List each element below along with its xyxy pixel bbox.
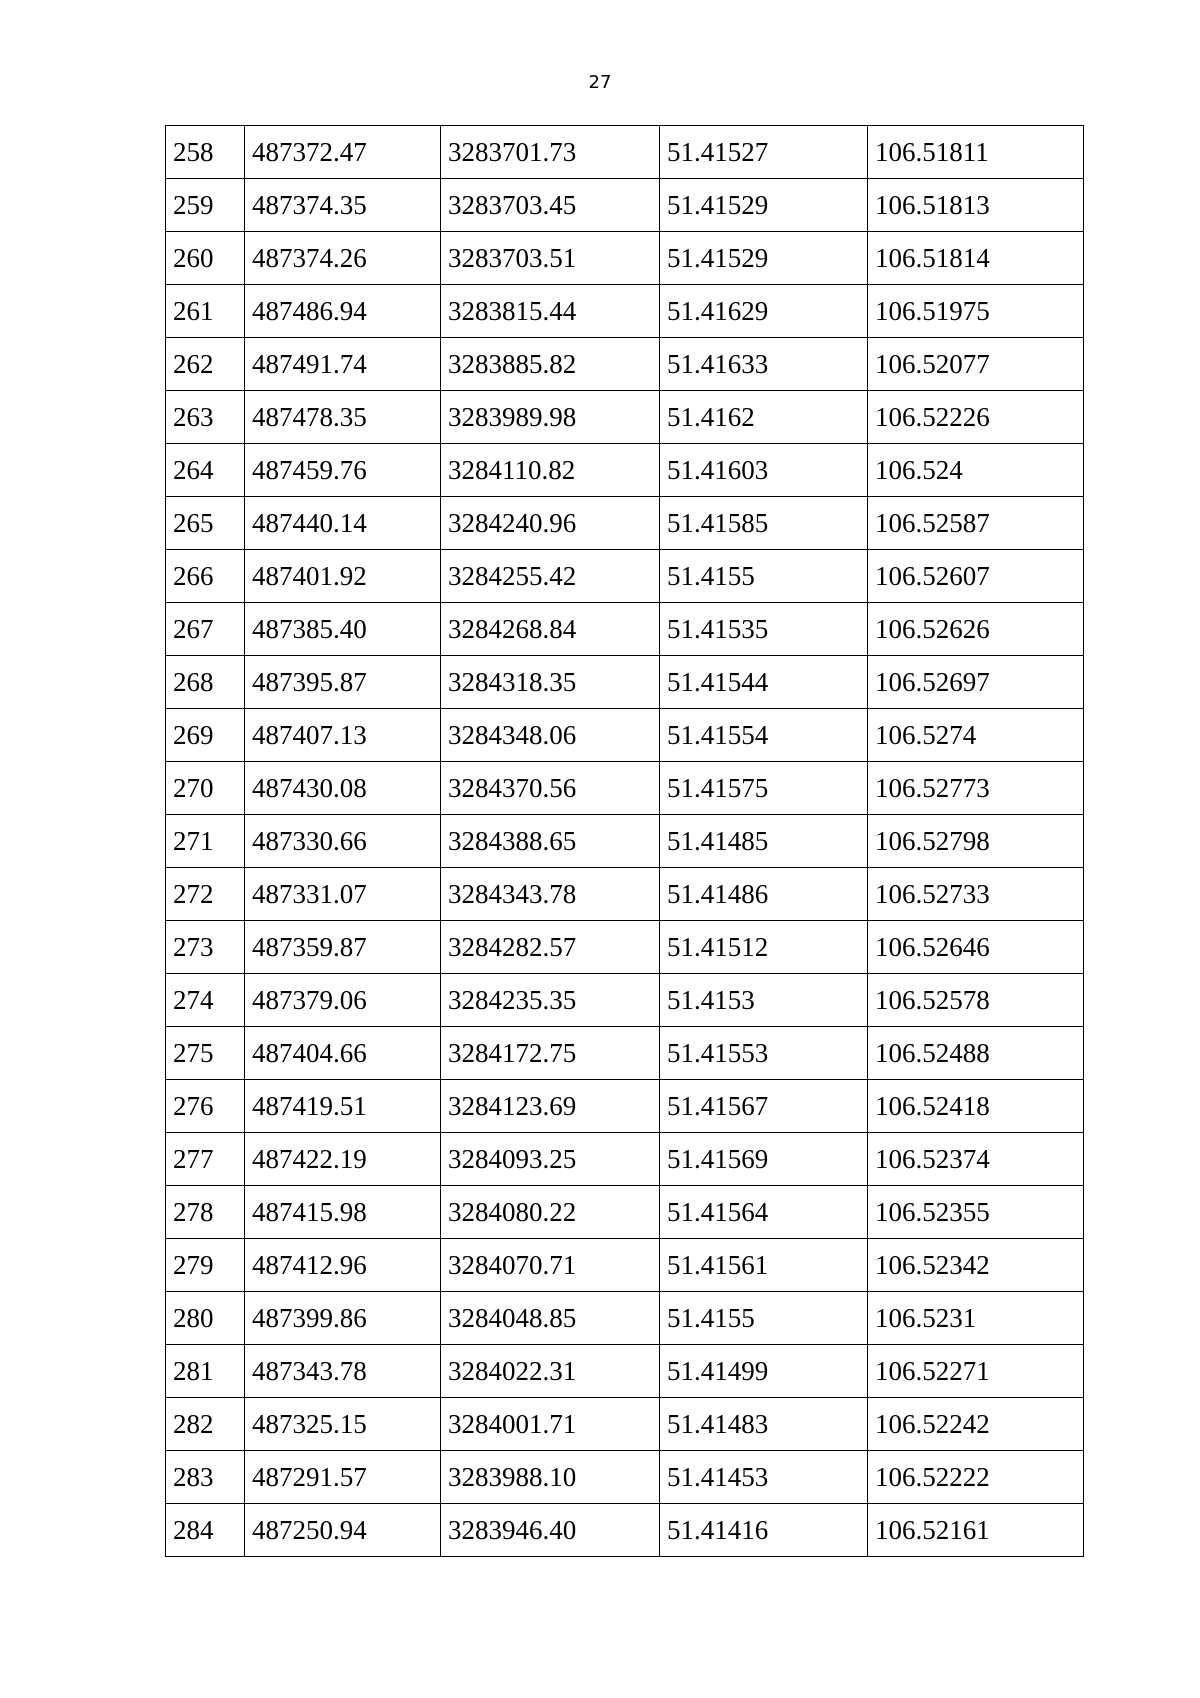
- y-coordinate-cell: 3284001.71: [441, 1398, 660, 1451]
- table-row: [166, 656, 1084, 709]
- latitude-cell: 51.41553: [660, 1027, 868, 1080]
- point-number-cell: 280: [166, 1292, 245, 1345]
- point-number-cell: 270: [166, 762, 245, 815]
- longitude-cell: 106.5274: [868, 709, 1084, 762]
- point-number-cell: 272: [166, 868, 245, 921]
- y-coordinate-cell: 3283701.73: [441, 126, 660, 179]
- y-coordinate-cell: 3284318.35: [441, 656, 660, 709]
- point-number-cell: 266: [166, 550, 245, 603]
- point-number-cell: 279: [166, 1239, 245, 1292]
- latitude-cell: 51.41575: [660, 762, 868, 815]
- point-number-cell: 261: [166, 285, 245, 338]
- table-row: [166, 1133, 1084, 1186]
- longitude-cell: 106.52271: [868, 1345, 1084, 1398]
- point-number-cell: 284: [166, 1504, 245, 1557]
- longitude-cell: 106.52607: [868, 550, 1084, 603]
- table-row: [166, 126, 1084, 179]
- latitude-cell: 51.41416: [660, 1504, 868, 1557]
- x-coordinate-cell: 487486.94: [245, 285, 441, 338]
- point-number-cell: 263: [166, 391, 245, 444]
- point-number-cell: 274: [166, 974, 245, 1027]
- point-number-cell: 265: [166, 497, 245, 550]
- latitude-cell: 51.4155: [660, 550, 868, 603]
- x-coordinate-cell: 487407.13: [245, 709, 441, 762]
- y-coordinate-cell: 3284282.57: [441, 921, 660, 974]
- longitude-cell: 106.52222: [868, 1451, 1084, 1504]
- y-coordinate-cell: 3284240.96: [441, 497, 660, 550]
- x-coordinate-cell: 487374.35: [245, 179, 441, 232]
- latitude-cell: 51.41633: [660, 338, 868, 391]
- table-row: [166, 338, 1084, 391]
- x-coordinate-cell: 487401.92: [245, 550, 441, 603]
- table-row: [166, 1504, 1084, 1557]
- x-coordinate-cell: 487459.76: [245, 444, 441, 497]
- latitude-cell: 51.41535: [660, 603, 868, 656]
- latitude-cell: 51.41512: [660, 921, 868, 974]
- latitude-cell: 51.41603: [660, 444, 868, 497]
- table-row: [166, 868, 1084, 921]
- table-row: [166, 603, 1084, 656]
- table-row: [166, 974, 1084, 1027]
- y-coordinate-cell: 3284235.35: [441, 974, 660, 1027]
- table-row: [166, 232, 1084, 285]
- y-coordinate-cell: 3284070.71: [441, 1239, 660, 1292]
- longitude-cell: 106.52374: [868, 1133, 1084, 1186]
- x-coordinate-cell: 487291.57: [245, 1451, 441, 1504]
- longitude-cell: 106.524: [868, 444, 1084, 497]
- longitude-cell: 106.52418: [868, 1080, 1084, 1133]
- latitude-cell: 51.41529: [660, 232, 868, 285]
- x-coordinate-cell: 487395.87: [245, 656, 441, 709]
- table-row: [166, 709, 1084, 762]
- longitude-cell: 106.51811: [868, 126, 1084, 179]
- y-coordinate-cell: 3283988.10: [441, 1451, 660, 1504]
- table-row: [166, 762, 1084, 815]
- longitude-cell: 106.52342: [868, 1239, 1084, 1292]
- point-number-cell: 281: [166, 1345, 245, 1398]
- table-row: [166, 285, 1084, 338]
- longitude-cell: 106.52697: [868, 656, 1084, 709]
- table-row: [166, 1451, 1084, 1504]
- table-row: [166, 444, 1084, 497]
- latitude-cell: 51.41486: [660, 868, 868, 921]
- point-number-cell: 262: [166, 338, 245, 391]
- y-coordinate-cell: 3284348.06: [441, 709, 660, 762]
- point-number-cell: 283: [166, 1451, 245, 1504]
- latitude-cell: 51.41485: [660, 815, 868, 868]
- y-coordinate-cell: 3283703.45: [441, 179, 660, 232]
- table-row: [166, 179, 1084, 232]
- table-row: [166, 1398, 1084, 1451]
- table-row: [166, 550, 1084, 603]
- x-coordinate-cell: 487404.66: [245, 1027, 441, 1080]
- x-coordinate-cell: 487430.08: [245, 762, 441, 815]
- y-coordinate-cell: 3284172.75: [441, 1027, 660, 1080]
- latitude-cell: 51.4153: [660, 974, 868, 1027]
- latitude-cell: 51.4162: [660, 391, 868, 444]
- point-number-cell: 276: [166, 1080, 245, 1133]
- longitude-cell: 106.5231: [868, 1292, 1084, 1345]
- y-coordinate-cell: 3284388.65: [441, 815, 660, 868]
- longitude-cell: 106.51813: [868, 179, 1084, 232]
- x-coordinate-cell: 487379.06: [245, 974, 441, 1027]
- table-row: [166, 1292, 1084, 1345]
- point-number-cell: 269: [166, 709, 245, 762]
- x-coordinate-cell: 487419.51: [245, 1080, 441, 1133]
- longitude-cell: 106.51814: [868, 232, 1084, 285]
- y-coordinate-cell: 3284255.42: [441, 550, 660, 603]
- y-coordinate-cell: 3283815.44: [441, 285, 660, 338]
- y-coordinate-cell: 3283946.40: [441, 1504, 660, 1557]
- coordinates-table: [165, 125, 1084, 1557]
- table-row: [166, 1080, 1084, 1133]
- y-coordinate-cell: 3284268.84: [441, 603, 660, 656]
- table-row: [166, 497, 1084, 550]
- x-coordinate-cell: 487440.14: [245, 497, 441, 550]
- x-coordinate-cell: 487359.87: [245, 921, 441, 974]
- point-number-cell: 264: [166, 444, 245, 497]
- longitude-cell: 106.52587: [868, 497, 1084, 550]
- y-coordinate-cell: 3283885.82: [441, 338, 660, 391]
- latitude-cell: 51.41564: [660, 1186, 868, 1239]
- latitude-cell: 51.4155: [660, 1292, 868, 1345]
- table-row: [166, 391, 1084, 444]
- point-number-cell: 277: [166, 1133, 245, 1186]
- longitude-cell: 106.52626: [868, 603, 1084, 656]
- longitude-cell: 106.52355: [868, 1186, 1084, 1239]
- table-row: [166, 1345, 1084, 1398]
- point-number-cell: 258: [166, 126, 245, 179]
- y-coordinate-cell: 3284093.25: [441, 1133, 660, 1186]
- longitude-cell: 106.52077: [868, 338, 1084, 391]
- table-row: [166, 1186, 1084, 1239]
- latitude-cell: 51.41561: [660, 1239, 868, 1292]
- x-coordinate-cell: 487478.35: [245, 391, 441, 444]
- table-row: [166, 921, 1084, 974]
- page-number: 27: [588, 72, 612, 93]
- point-number-cell: 282: [166, 1398, 245, 1451]
- x-coordinate-cell: 487415.98: [245, 1186, 441, 1239]
- longitude-cell: 106.52488: [868, 1027, 1084, 1080]
- x-coordinate-cell: 487331.07: [245, 868, 441, 921]
- longitude-cell: 106.52242: [868, 1398, 1084, 1451]
- point-number-cell: 275: [166, 1027, 245, 1080]
- y-coordinate-cell: 3284370.56: [441, 762, 660, 815]
- point-number-cell: 259: [166, 179, 245, 232]
- table-row: [166, 1239, 1084, 1292]
- x-coordinate-cell: 487343.78: [245, 1345, 441, 1398]
- y-coordinate-cell: 3284080.22: [441, 1186, 660, 1239]
- point-number-cell: 273: [166, 921, 245, 974]
- x-coordinate-cell: 487325.15: [245, 1398, 441, 1451]
- point-number-cell: 268: [166, 656, 245, 709]
- longitude-cell: 106.51975: [868, 285, 1084, 338]
- latitude-cell: 51.41544: [660, 656, 868, 709]
- longitude-cell: 106.52773: [868, 762, 1084, 815]
- point-number-cell: 278: [166, 1186, 245, 1239]
- latitude-cell: 51.41483: [660, 1398, 868, 1451]
- y-coordinate-cell: 3283989.98: [441, 391, 660, 444]
- longitude-cell: 106.52226: [868, 391, 1084, 444]
- latitude-cell: 51.41567: [660, 1080, 868, 1133]
- coordinates-table-body: [166, 126, 1084, 1557]
- x-coordinate-cell: 487374.26: [245, 232, 441, 285]
- y-coordinate-cell: 3284343.78: [441, 868, 660, 921]
- latitude-cell: 51.41453: [660, 1451, 868, 1504]
- x-coordinate-cell: 487399.86: [245, 1292, 441, 1345]
- y-coordinate-cell: 3283703.51: [441, 232, 660, 285]
- longitude-cell: 106.52798: [868, 815, 1084, 868]
- point-number-cell: 260: [166, 232, 245, 285]
- y-coordinate-cell: 3284123.69: [441, 1080, 660, 1133]
- latitude-cell: 51.41554: [660, 709, 868, 762]
- latitude-cell: 51.41527: [660, 126, 868, 179]
- table-row: [166, 1027, 1084, 1080]
- table-row: [166, 815, 1084, 868]
- longitude-cell: 106.52578: [868, 974, 1084, 1027]
- latitude-cell: 51.41569: [660, 1133, 868, 1186]
- point-number-cell: 267: [166, 603, 245, 656]
- longitude-cell: 106.52646: [868, 921, 1084, 974]
- y-coordinate-cell: 3284048.85: [441, 1292, 660, 1345]
- latitude-cell: 51.41529: [660, 179, 868, 232]
- latitude-cell: 51.41585: [660, 497, 868, 550]
- x-coordinate-cell: 487422.19: [245, 1133, 441, 1186]
- x-coordinate-cell: 487385.40: [245, 603, 441, 656]
- y-coordinate-cell: 3284022.31: [441, 1345, 660, 1398]
- point-number-cell: 271: [166, 815, 245, 868]
- latitude-cell: 51.41629: [660, 285, 868, 338]
- x-coordinate-cell: 487412.96: [245, 1239, 441, 1292]
- x-coordinate-cell: 487372.47: [245, 126, 441, 179]
- longitude-cell: 106.52733: [868, 868, 1084, 921]
- x-coordinate-cell: 487330.66: [245, 815, 441, 868]
- x-coordinate-cell: 487250.94: [245, 1504, 441, 1557]
- longitude-cell: 106.52161: [868, 1504, 1084, 1557]
- latitude-cell: 51.41499: [660, 1345, 868, 1398]
- x-coordinate-cell: 487491.74: [245, 338, 441, 391]
- y-coordinate-cell: 3284110.82: [441, 444, 660, 497]
